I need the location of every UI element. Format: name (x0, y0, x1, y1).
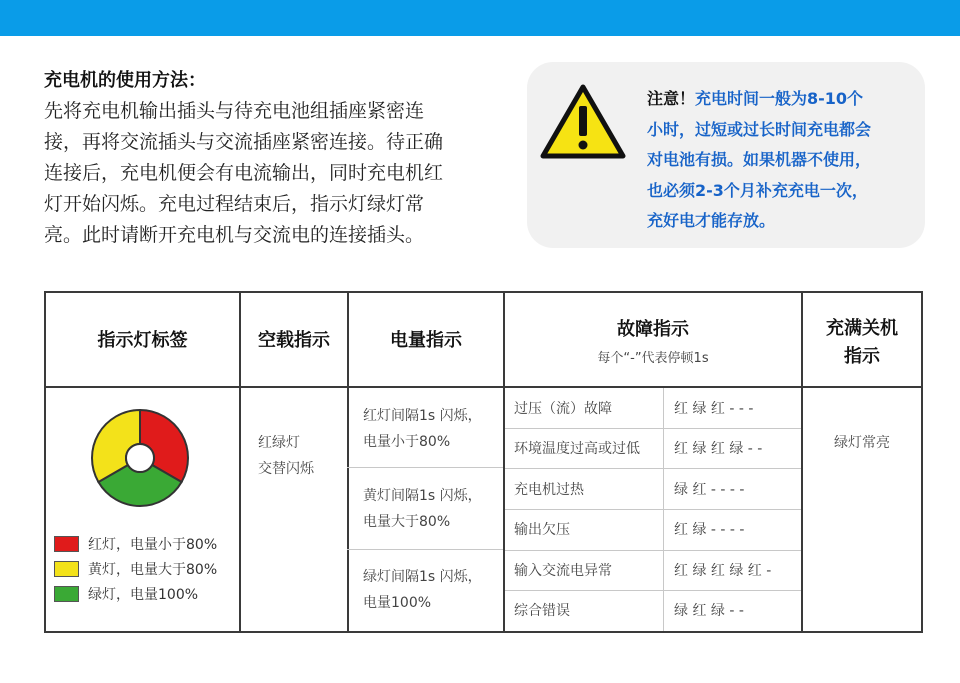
fault-name: 综合错误 (514, 603, 570, 619)
usage-line: 亮。此时请断开充电机与交流电的连接插头。 (44, 224, 425, 246)
fault-pattern: 红 绿 红 - - - (674, 401, 754, 417)
usage-line: 连接后，充电机便会有电流输出，同时充电机红 (44, 162, 444, 184)
usage-line: 接，再将交流插头与交流插座紧密连接。待正确 (44, 131, 444, 153)
fault-pattern: 红 绿 红 绿 - - (674, 441, 763, 457)
fault-pattern: 红 绿 - - - - (674, 522, 745, 538)
header-label: 指示灯标签 (97, 330, 188, 351)
column-divider (503, 291, 505, 633)
notice-line: 对电池有损。如果机器不使用， (647, 150, 872, 169)
idle-text-line2: 交替闪烁 (258, 461, 314, 477)
notice-line: 小时，过短或过长时间充电都会 (647, 119, 872, 139)
notice-lead: 注意！ (647, 89, 696, 108)
usage-instructions (44, 96, 494, 251)
legend-label: 绿灯，电量100% (88, 587, 199, 603)
fault-name: 输入交流电异常 (514, 563, 612, 579)
legend-item (54, 559, 217, 579)
header-bar (0, 0, 960, 36)
charge-yellow-line1: 黄灯间隔1s 闪烁， (363, 488, 482, 504)
legend-label: 红灯，电量小于80% (88, 537, 218, 553)
header-idle: 空载指示 (258, 330, 330, 351)
fault-name: 过压（流）故障 (514, 401, 612, 417)
indicator-light-ring (90, 408, 190, 508)
legend-label: 黄灯，电量大于80% (88, 562, 218, 578)
header-fault-note: 每个“-”代表停顿1s (597, 351, 709, 366)
notice-text (647, 84, 912, 237)
header-fault: 故障指示 (617, 319, 689, 340)
usage-line: 灯开始闪烁。充电过程结束后，指示灯绿灯常 (44, 193, 425, 215)
header-divider (44, 386, 923, 388)
legend-item (54, 584, 198, 604)
notice-line: 也必须2-3个月补充充电一次， (647, 180, 868, 200)
notice-line: 充电时间一般为8-10个 (695, 89, 864, 108)
fault-name: 环境温度过高或过低 (514, 441, 640, 457)
notice-line: 充好电才能存放。 (647, 211, 776, 230)
warning-triangle-icon (540, 84, 626, 160)
indicator-table (44, 291, 923, 633)
green-swatch (54, 586, 79, 602)
charge-green-line2: 电量100% (363, 595, 432, 611)
charge-red-line2: 电量小于80% (363, 434, 451, 450)
charge-green-line1: 绿灯间隔1s 闪烁， (363, 569, 482, 585)
full-indicator-text: 绿灯常亮 (834, 435, 890, 451)
fault-name: 充电机过热 (514, 482, 584, 498)
table-border-top (44, 291, 923, 293)
header-full-line2: 指示 (844, 346, 880, 367)
fault-pattern: 绿 红 绿 - - (674, 603, 744, 619)
legend-item (54, 534, 217, 554)
table-border-right (921, 291, 923, 633)
header-full-line1: 充满关机 (826, 318, 898, 339)
table-border-bottom (44, 631, 923, 633)
fault-pattern: 绿 红 - - - - (674, 482, 745, 498)
usage-line: 先将充电机输出插头与待充电池组插座紧密连 (44, 100, 425, 122)
row-divider (347, 549, 503, 550)
row-divider (505, 509, 801, 510)
charge-yellow-line2: 电量大于80% (363, 514, 451, 530)
row-divider (505, 428, 801, 429)
row-divider (505, 468, 801, 469)
header-charge: 电量指示 (390, 330, 462, 351)
charge-red-line1: 红灯间隔1s 闪烁， (363, 408, 482, 424)
red-swatch (54, 536, 79, 552)
row-divider (505, 590, 801, 591)
yellow-swatch (54, 561, 79, 577)
row-divider (347, 467, 503, 468)
usage-title: 充电机的使用方法： (44, 70, 206, 91)
fault-pattern: 红 绿 红 绿 红 - (674, 563, 772, 579)
row-divider (505, 550, 801, 551)
fault-name: 输出欠压 (514, 522, 570, 538)
idle-text-line1: 红绿灯 (258, 435, 300, 451)
